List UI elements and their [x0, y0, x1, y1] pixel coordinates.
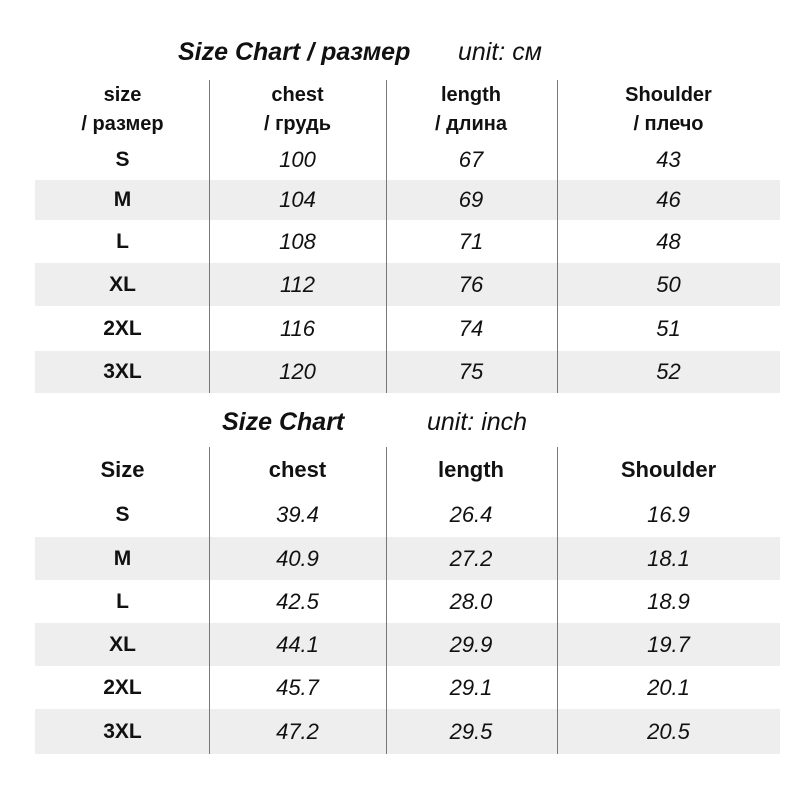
length-cell: 71: [458, 228, 484, 254]
header-length: length: [438, 456, 504, 482]
table-row: [35, 709, 780, 754]
shoulder-cell: 46: [656, 187, 681, 212]
chest-cell: 104: [279, 187, 316, 212]
column-divider: [386, 447, 387, 754]
chest-cell: 44.1: [276, 631, 319, 657]
header-chest: chest: [268, 456, 327, 482]
shoulder-cell: 43: [656, 147, 681, 172]
size-cell: M: [113, 188, 132, 211]
size-cell: 3XL: [103, 360, 142, 383]
chest-cell: 100: [279, 147, 316, 172]
size-cell: XL: [109, 272, 136, 296]
table-row: [35, 666, 780, 709]
column-divider: [557, 447, 558, 754]
size-cell: 2XL: [103, 675, 142, 699]
chest-cell: 40.9: [276, 545, 319, 571]
shoulder-cell: 19.7: [647, 631, 690, 657]
length-cell: 69: [458, 187, 484, 212]
column-divider: [209, 447, 210, 754]
table-row: [35, 623, 780, 666]
shoulder-cell: 50: [656, 271, 681, 297]
length-cell: 26.4: [449, 501, 493, 527]
size-cell: 2XL: [103, 316, 142, 340]
size-cell: L: [116, 589, 129, 613]
length-cell: 74: [458, 315, 484, 341]
shoulder-cell: 18.1: [647, 545, 690, 571]
shoulder-cell: 20.1: [647, 674, 690, 700]
table-row: [35, 537, 780, 580]
table-row: [35, 580, 780, 623]
length-cell: 76: [458, 271, 484, 297]
chest-cell: 112: [279, 271, 316, 297]
header-length: length / длина: [434, 84, 507, 135]
shoulder-cell: 16.9: [647, 501, 690, 527]
chest-cell: 39.4: [276, 501, 319, 527]
size-cell: M: [113, 546, 132, 570]
table-row: [35, 492, 780, 537]
size-chart-inch-title: Size Chart: [222, 408, 345, 436]
length-cell: 28.0: [449, 588, 493, 614]
chest-cell: 42.5: [276, 588, 319, 614]
size-chart-cm-title: Size Chart / размер: [178, 38, 411, 66]
length-cell: 29.9: [449, 631, 493, 657]
header-shoulder: Shoulder: [620, 456, 717, 482]
shoulder-cell: 18.9: [647, 588, 690, 614]
header-row: [35, 447, 780, 492]
size-cell: S: [115, 502, 130, 526]
shoulder-cell: 52: [656, 359, 681, 384]
shoulder-cell: 20.5: [647, 718, 690, 744]
header-chest: chest / грудь: [263, 84, 331, 135]
size-cell: XL: [109, 632, 136, 656]
chest-cell: 120: [279, 359, 316, 384]
size-cell: S: [115, 148, 130, 171]
length-cell: 29.5: [449, 718, 493, 744]
size-cell: 3XL: [103, 719, 142, 743]
header-size: size / размер: [81, 84, 164, 135]
size-chart-inch-title-row: [0, 408, 800, 448]
shoulder-cell: 48: [656, 228, 681, 254]
header-size: Size: [100, 456, 145, 482]
length-cell: 29.1: [449, 674, 493, 700]
shoulder-cell: 51: [656, 315, 681, 341]
chest-cell: 47.2: [276, 718, 319, 744]
length-cell: 67: [458, 147, 484, 172]
length-cell: 27.2: [449, 545, 493, 571]
length-cell: 75: [458, 359, 484, 384]
chest-cell: 116: [279, 315, 316, 341]
size-chart-inch-unit: unit: inch: [427, 408, 528, 436]
chest-cell: 45.7: [276, 674, 319, 700]
size-chart-cm-unit: unit: см: [458, 38, 542, 66]
chest-cell: 108: [279, 228, 316, 254]
size-cell: L: [116, 229, 129, 253]
header-shoulder: Shoulder / плечо: [625, 84, 712, 135]
